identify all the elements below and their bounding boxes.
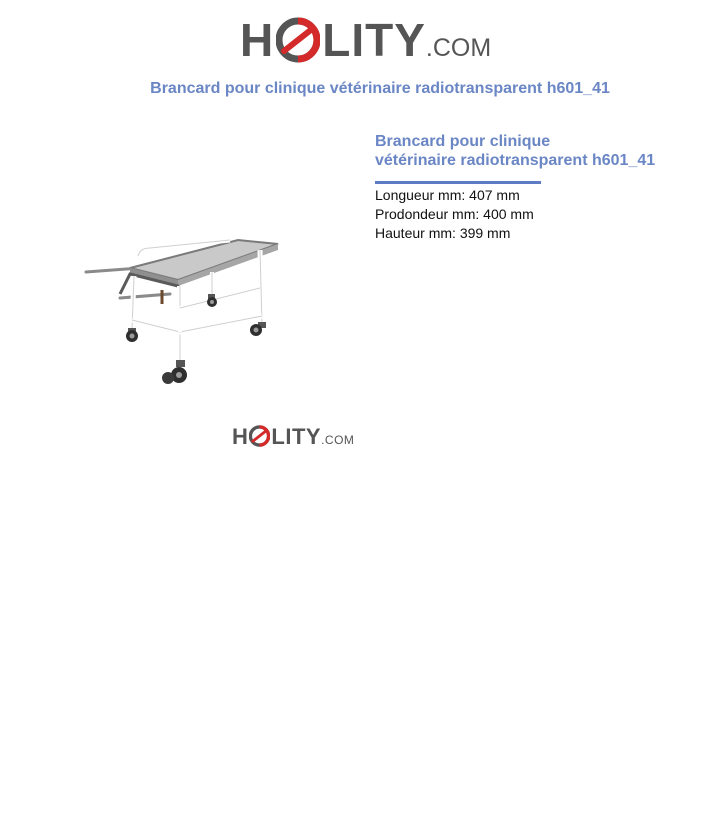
site-logo[interactable] <box>240 10 492 66</box>
spec-list <box>375 186 534 243</box>
wheel-icon <box>162 360 187 384</box>
spec-label: Prodondeur mm: <box>375 206 480 222</box>
spec-item-profondeur <box>375 205 534 224</box>
spec-item-longueur <box>375 186 534 205</box>
wheel-icon <box>126 328 138 342</box>
logo-o-icon <box>276 17 320 63</box>
logo-text-lity: LITY <box>271 424 322 449</box>
product-title: Brancard pour clinique vétérinaire radiotransparent h601_41 <box>375 133 656 169</box>
spec-value: 399 mm <box>459 225 511 241</box>
logo-text-h: H <box>232 424 249 449</box>
wheel-icon <box>250 322 266 336</box>
logo-text-com: .COM <box>425 34 492 62</box>
logo-text-lity: LITY <box>322 14 426 66</box>
spec-label: Longueur mm: <box>375 187 466 203</box>
product-image <box>80 232 285 392</box>
spec-value: 400 mm <box>483 206 534 222</box>
title-underline <box>375 181 541 184</box>
spec-value: 407 mm <box>469 187 520 203</box>
watermark-logo <box>232 422 354 448</box>
wheel-icon <box>207 294 217 307</box>
page-title: Brancard pour clinique vétérinaire radiotransparent h601_41 <box>150 80 610 97</box>
logo-text-com: .COM <box>321 433 355 447</box>
spec-item-hauteur <box>375 224 534 243</box>
logo-text-h: H <box>240 14 275 66</box>
spec-label: Hauteur mm: <box>375 225 456 241</box>
logo-o-icon <box>249 425 270 447</box>
